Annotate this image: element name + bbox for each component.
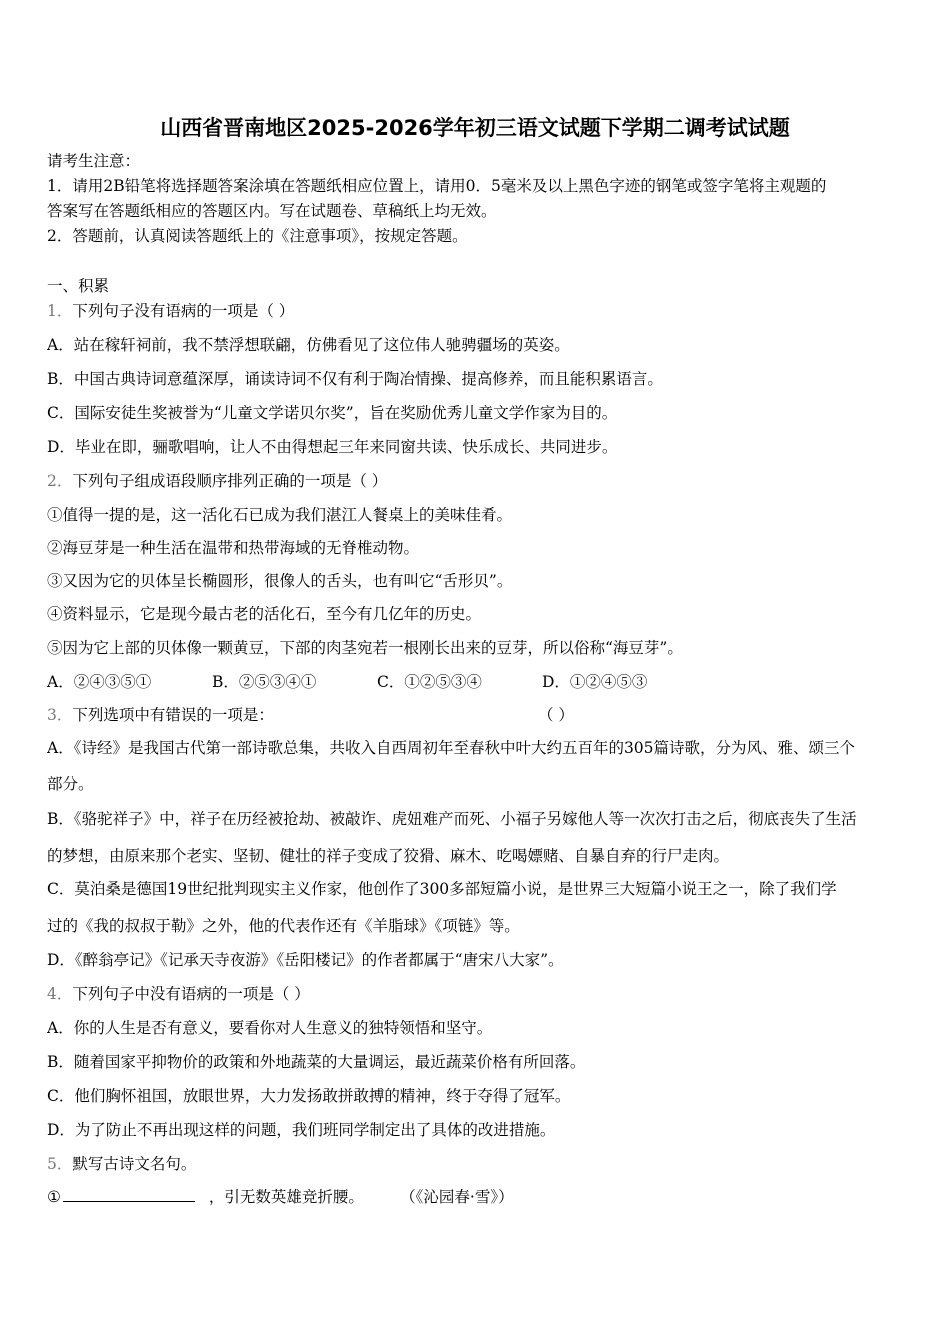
q2-sentence-3: ③又因为它的贝体呈长椭圆形，很像人的舌头，也有叫它“舌形贝”。 — [47, 572, 513, 590]
q4-option-c: C．他们胸怀祖国，放眼世界，大力发扬敢拼敢搏的精神，终于夺得了冠军。 — [47, 1087, 571, 1105]
stem-text: 下列句子组成语段顺序排列正确的一项是（ ） — [72, 472, 388, 490]
question-4-stem — [47, 984, 310, 1004]
q2-sentence-1: ①值得一提的是，这一活化石已成为我们湛江人餐桌上的美味佳肴。 — [47, 506, 513, 524]
q2-option-b: B．②⑤③④① — [212, 673, 317, 691]
q2-sentence-5: ⑤因为它上部的贝体像一颗黄豆，下部的肉茎宛若一根刚长出来的豆芽，所以俗称“海豆芽”。 — [47, 639, 683, 657]
q3-option-a-cont: 部分。 — [47, 775, 94, 793]
stem-text: 下列句子没有语病的一项是（ ） — [72, 302, 295, 320]
q2-sentence-2: ②海豆芽是一种生活在温带和热带海域的无脊椎动物。 — [47, 539, 420, 557]
q3-option-c: C．莫泊桑是德国19世纪批判现实主义作家，他创作了300多部短篇小说，是世界三大短篇小说王之一，除了我们学 — [47, 880, 837, 898]
item-text: ，引无数英雄竞折腰。 — [208, 1188, 364, 1206]
q2-option-c: C．①②⑤③④ — [377, 673, 482, 691]
question-3-stem — [47, 705, 274, 725]
question-2-stem — [47, 471, 387, 491]
notice-line: 1．请用2B铅笔将选择题答案涂填在答题纸相应位置上，请用0．5毫米及以上黑色字迹的钢笔或签字笔将主观题的 — [47, 177, 827, 195]
q3-option-b-cont: 的梦想，由原来那个老实、坚韧、健壮的祥子变成了狡猾、麻木、吃喝嫖赌、自暴自弃的行尸走肉。 — [47, 847, 730, 865]
question-5-stem — [47, 1154, 196, 1174]
q3-option-d: D．《醉翁亭记》《记承天寺夜游》《岳阳楼记》的作者都属于“唐宋八大家”。 — [47, 951, 564, 969]
question-number: 1． — [47, 302, 73, 320]
question-number: 4． — [47, 985, 73, 1003]
item-source: （《沁园春·雪》） — [407, 1188, 514, 1206]
stem-text: 下列选项中有错误的一项是： — [72, 706, 274, 724]
notice-line: 2．答题前，认真阅读答题纸上的《注意事项》，按规定答题。 — [47, 227, 468, 245]
item-marker: ① — [47, 1188, 61, 1206]
q1-option-a: A．站在稼轩祠前，我不禁浮想联翩，仿佛看见了这位伟人驰骋疆场的英姿。 — [47, 336, 570, 354]
question-number: 5． — [47, 1155, 73, 1173]
q5-item-1 — [47, 1187, 514, 1207]
stem-text: 默写古诗文名句。 — [72, 1155, 197, 1173]
stem-text: 下列句子中没有语病的一项是（ ） — [72, 985, 310, 1003]
q1-option-b: B．中国古典诗词意蕴深厚，诵读诗词不仅有利于陶冶情操、提高修养，而且能积累语言。 — [47, 370, 663, 388]
answer-paren: （ ） — [538, 706, 574, 724]
q2-sentence-4: ④资料显示，它是现今最古老的活化石，至今有几亿年的历史。 — [47, 605, 482, 623]
notice-heading: 请考生注意： — [47, 152, 141, 170]
question-number: 2． — [47, 472, 73, 490]
q3-option-a: A．《诗经》是我国古代第一部诗歌总集，共收入自西周初年至春秋中叶大约五百年的305篇诗歌，分为风、雅、颂三个 — [47, 739, 856, 757]
question-1-stem — [47, 301, 294, 321]
page-title: 山西省晋南地区2025-2026学年初三语文试题下学期二调考试试题 — [160, 116, 790, 140]
q3-option-c-cont: 过的《我的叔叔于勒》之外，他的代表作还有《羊脂球》《项链》等。 — [47, 917, 520, 935]
q1-option-d: D．毕业在即，骊歌唱响，让人不由得想起三年来同窗共读、快乐成长、共同进步。 — [47, 438, 618, 456]
section-heading: 一、积累 — [47, 277, 110, 295]
q3-option-b: B．《骆驼祥子》中，祥子在历经被抢劫、被敲诈、虎妞难产而死、小福子另嫁他人等一次次打击之后，彻底丧失了生活 — [47, 810, 857, 828]
notice-line: 答案写在答题纸相应的答题区内。写在试题卷、草稿纸上均无效。 — [47, 202, 497, 220]
q1-option-c: C．国际安徒生奖被誉为“儿童文学诺贝尔奖”，旨在奖励优秀儿童文学作家为目的。 — [47, 404, 618, 422]
q4-option-a: A．你的人生是否有意义，要看你对人生意义的独特领悟和坚守。 — [47, 1019, 493, 1037]
fill-blank[interactable] — [63, 1187, 195, 1202]
q2-option-a: A．②④③⑤① — [47, 673, 152, 691]
q2-option-d: D．①②④⑤③ — [542, 673, 648, 691]
q4-option-d: D．为了防止不再出现这样的问题，我们班同学制定出了具体的改进措施。 — [47, 1121, 556, 1139]
question-number: 3． — [47, 706, 73, 724]
q4-option-b: B．随着国家平抑物价的政策和外地蔬菜的大量调运，最近蔬菜价格有所回落。 — [47, 1053, 586, 1071]
